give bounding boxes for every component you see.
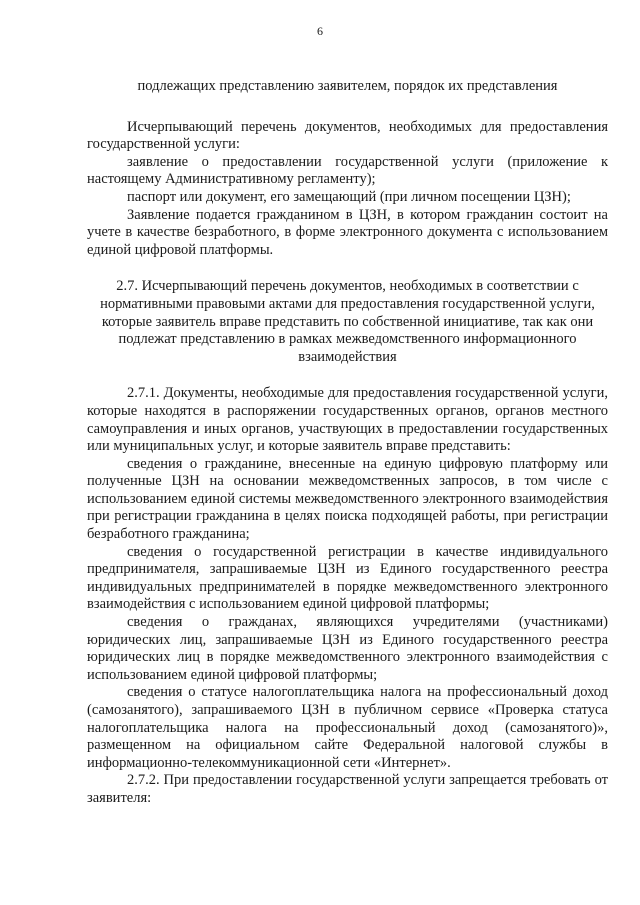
heading-continuation: подлежащих представлению заявителем, порядок их представления xyxy=(137,78,558,94)
list-item-legal-entity-founders: сведения о гражданах, являющихся учредителями (участниками) юридических лиц, запрашиваемые ЦЗН из Единого государственного реестра юридических лиц в порядке межведомственного электронного взаимодействия с использованием единой цифровой платформы; xyxy=(87,614,608,683)
paragraph-2-7-1: 2.7.1. Документы, необходимые для предоставления государственной услуги, которые находятся в распоряжении государственных органов, органов местного самоуправления и иных органов, участвующих в предоставлении государственных или муниципальных услуг, и которые заявитель вправе представить: xyxy=(87,385,608,455)
document-body xyxy=(87,78,608,808)
list-item-entrepreneur-registration: сведения о государственной регистрации в качестве индивидуального предпринимателя, запрашиваемые ЦЗН из Единого государственного реестра индивидуальных предпринимателей в порядке межведомственного электронного взаимодействия с использованием единой цифровой платформы; xyxy=(87,543,608,613)
intro-paragraph: Исчерпывающий перечень документов, необходимых для предоставления государственной услуги: xyxy=(87,118,608,153)
list-item-citizen-info: сведения о гражданине, внесенные на единую цифровую платформу или полученные ЦЗН на основании межведомственных запросов, в том числе с использованием единой системы межведомственного электронного взаимодействия при регистрации гражданина в целях поиска подходящей работы, при регистрации безработного гражданина; xyxy=(87,455,608,543)
page-number: 6 xyxy=(317,24,323,38)
intro-item-submission: Заявление подается гражданином в ЦЗН, в котором гражданин состоит на учете в качестве безработного, в форме электронного документа с использованием единой цифровой платформы. xyxy=(87,206,608,258)
paragraph-2-7-2: 2.7.2. При предоставлении государственной услуги запрещается требовать от заявителя: xyxy=(87,772,608,806)
section-title: 2.7. Исчерпывающий перечень документов, необходимых в соответствии с нормативными правовыми актами для предоставления государственной услуги, которые заявитель вправе представить по собственной инициативе, так как они подлежат представлению в рамках межведомственного информационного взаимодействия xyxy=(100,278,595,365)
intro-item-application: заявление о предоставлении государственной услуги (приложение к настоящему Административному регламенту); xyxy=(87,153,608,188)
list-item-self-employed-status: сведения о статусе налогоплательщика налога на профессиональный доход (самозанятого), запрашиваемого ЦЗН в публичном сервисе «Проверка статуса налогоплательщика налога на профессиональный доход (самозанятого)», размещенном на официальном сайте Федеральной налоговой службы в информационно-телекоммуникационной сети «Интернет». xyxy=(87,684,608,771)
intro-item-passport: паспорт или документ, его замещающий (при личном посещении ЦЗН); xyxy=(127,188,571,205)
